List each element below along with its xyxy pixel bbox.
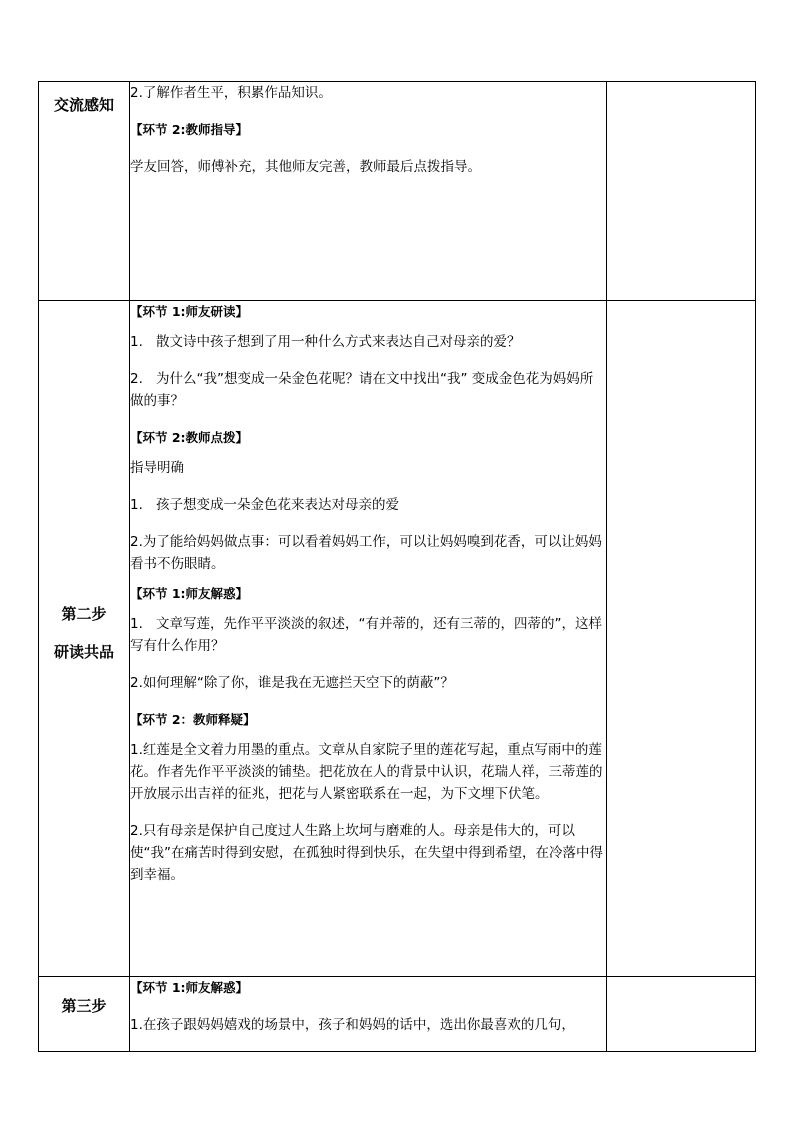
paragraph: 1.红莲是全文着力用墨的重点。文章从自家院子里的莲花写起，重点写雨中的莲花。作者先作平平淡淡的铺垫。把花放在人的背景中认识，花瑞人祥，三蒂莲的开放展示出吉祥的征兆，把花与人紧密联系在一起，为下文埋下伏笔。	[130, 742, 603, 802]
section-label-text: 【环节 1:师友解惑】	[130, 980, 249, 995]
stage-cell	[39, 82, 130, 301]
stage-cell	[39, 301, 130, 977]
table-row	[39, 301, 756, 977]
numbered-question	[130, 613, 606, 657]
section-label	[130, 709, 606, 731]
notes-cell	[607, 301, 756, 977]
item-number: 2.	[130, 371, 143, 387]
paragraph: 2.为了能给妈妈做点事：可以看着妈妈工作，可以让妈妈嗅到花香，可以让妈妈看书不伤眼睛。	[130, 534, 602, 572]
section-label-text: 【环节 2:教师指导】	[130, 122, 249, 137]
paragraph: 1.在孩子跟妈妈嬉戏的场景中，孩子和妈妈的话中，选出你最喜欢的几句，	[130, 1017, 575, 1033]
stage-cell	[39, 977, 130, 1052]
item-text: 散文诗中孩子想到了用一种什么方式来表达自己对母亲的爱？	[156, 334, 521, 350]
stage-label: 交流感知	[53, 96, 114, 114]
lesson-plan-table	[38, 81, 756, 1052]
content-cell	[130, 82, 607, 301]
numbered-question	[130, 368, 606, 412]
stage-label: 研读共品	[53, 643, 114, 661]
section-label-text: 【环节 1:师友研读】	[130, 304, 249, 319]
stage-label: 第三步	[61, 997, 107, 1015]
item-number: 1.	[130, 334, 143, 350]
paragraph: 学友回答，师傅补充，其他师友完善，教师最后点拨指导。	[130, 159, 481, 175]
section-label	[130, 977, 606, 999]
section-label	[130, 301, 606, 323]
section-label	[130, 119, 606, 141]
numbered-question	[130, 331, 606, 353]
item-text: 文章写莲，先作平平淡淡的叙述，“有并蒂的，还有三蒂的，四蒂的”，这样写有什么作用？	[130, 616, 602, 654]
table-row	[39, 977, 756, 1052]
item-text: 为什么“我”想变成一朵金色花呢？请在文中找出“我” 变成金色花为妈妈所做的事？	[130, 371, 594, 409]
paragraph: 2.了解作者生平，积累作品知识。	[130, 85, 332, 101]
paragraph: 指导明确	[130, 460, 184, 476]
notes-cell	[607, 82, 756, 301]
item-number: 1.	[130, 497, 143, 513]
section-label-text: 【环节 1:师友解惑】	[130, 586, 249, 601]
item-number: 1.	[130, 616, 143, 632]
item-text: 孩子想变成一朵金色花来表达对母亲的爱	[156, 497, 399, 513]
section-label-text: 【环节 2:教师点拨】	[130, 430, 249, 445]
numbered-question	[130, 494, 606, 516]
content-cell	[130, 301, 607, 977]
paragraph: 2.如何理解“除了你，谁是我在无遮拦天空下的荫蔽”？	[130, 675, 454, 691]
section-label	[130, 427, 606, 449]
content-cell	[130, 977, 607, 1052]
stage-label: 第二步	[61, 605, 107, 623]
section-label-text: 【环节 2：教师释疑】	[130, 712, 256, 727]
table-row	[39, 82, 756, 301]
paragraph: 2.只有母亲是保护自己度过人生路上坎坷与磨难的人。母亲是伟大的，可以使“我”在痛苦时得到安慰，在孤独时得到快乐，在失望中得到希望，在冷落中得到幸福。	[130, 823, 603, 883]
notes-cell	[607, 977, 756, 1052]
section-label	[130, 583, 606, 605]
